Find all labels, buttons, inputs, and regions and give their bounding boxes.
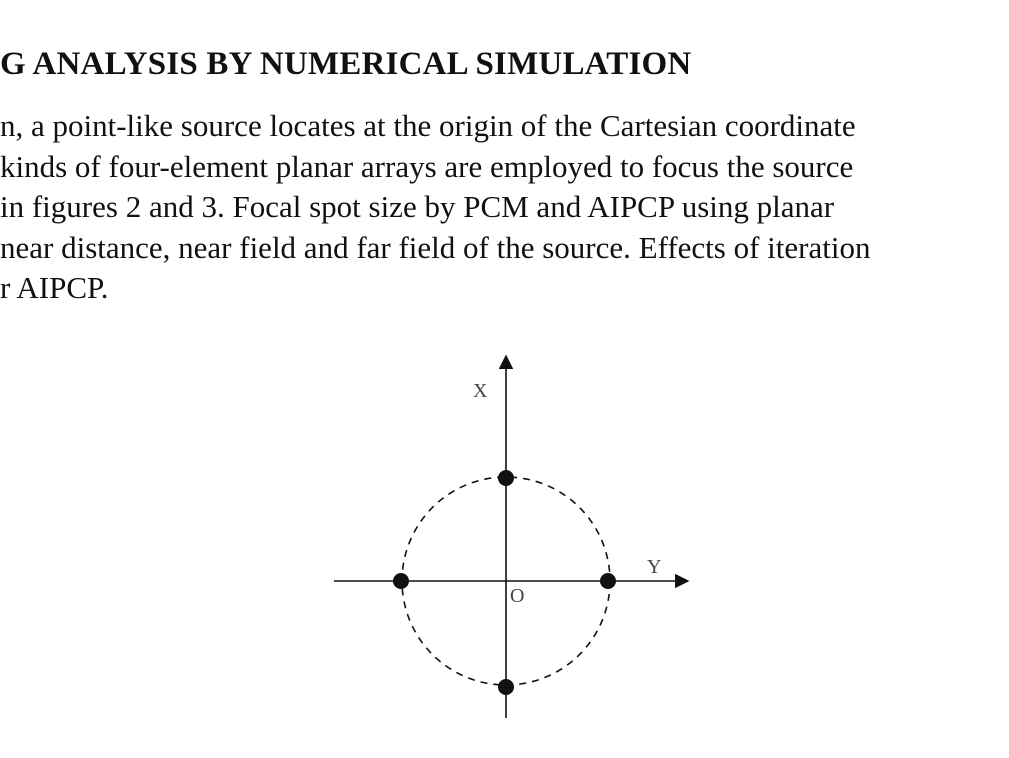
array-geometry-figure — [330, 350, 700, 720]
paragraph-line: n, a point-like source locates at the origin of the Cartesian coordinate — [0, 108, 856, 143]
y-axis-label: Y — [647, 556, 662, 578]
array-element-right — [600, 573, 616, 589]
section-heading: G ANALYSIS BY NUMERICAL SIMULATION — [0, 46, 692, 82]
array-element-left — [393, 573, 409, 589]
array-diagram — [330, 350, 700, 720]
x-axis-label: X — [473, 380, 488, 402]
paragraph-line: kinds of four-element planar arrays are employed to focus the source — [0, 148, 854, 184]
paragraph-line: r AIPCP. — [0, 270, 109, 305]
paragraph-line: in figures 2 and 3. Focal spot size by PCM and AIPCP using planar — [0, 189, 835, 224]
paragraph-line: near distance, near field and far field of the source. Effects of iteration — [0, 229, 871, 265]
array-element-top — [498, 470, 514, 486]
array-element-bottom — [498, 679, 514, 695]
body-paragraph — [0, 106, 1009, 309]
origin-label: O — [510, 585, 525, 607]
